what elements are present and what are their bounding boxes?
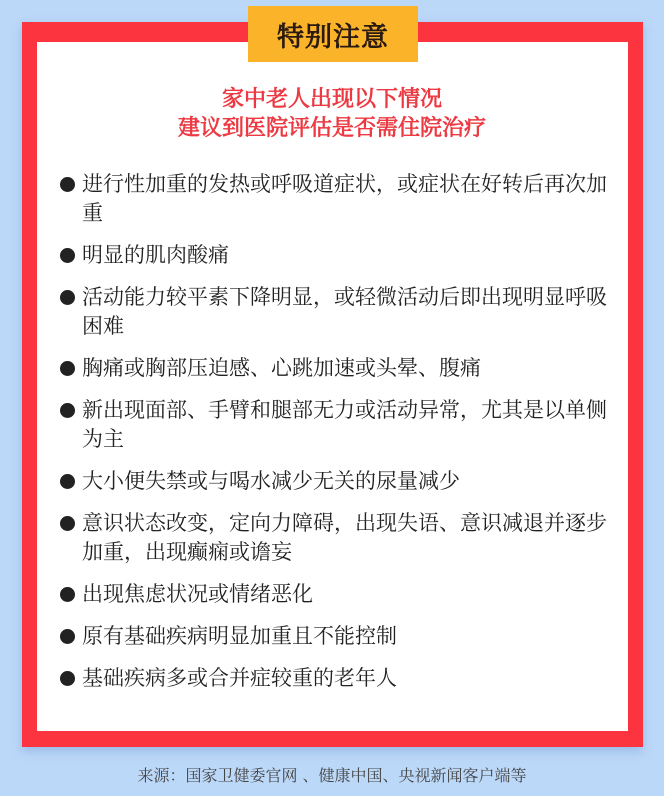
item-text: 出现焦虑状况或情绪恶化: [82, 582, 313, 606]
item-text: 大小便失禁或与喝水减少无关的尿量减少: [82, 469, 460, 493]
list-item: [58, 241, 618, 270]
list-item: [58, 283, 618, 341]
list-item: [58, 664, 618, 693]
bullet-icon: [60, 516, 75, 531]
bullet-icon: [60, 361, 75, 376]
item-text: 原有基础疾病明显加重且不能控制: [82, 624, 397, 648]
list-item: [58, 509, 618, 567]
item-text: 基础疾病多或合并症较重的老年人: [82, 666, 397, 690]
heading-line-2: 建议到医院评估是否需住院治疗: [177, 116, 486, 141]
bullet-icon: [60, 474, 75, 489]
bullet-icon: [60, 587, 75, 602]
bullet-icon: [60, 248, 75, 263]
item-text: 新出现面部、手臂和腿部无力或活动异常，尤其是以单侧为主: [82, 398, 607, 451]
item-text: 明显的肌肉酸痛: [82, 243, 229, 267]
item-text: 胸痛或胸部压迫感、心跳加速或头晕、腹痛: [82, 356, 481, 380]
item-text: 意识状态改变，定向力障碍，出现失语、意识减退并逐步加重，出现癫痫或谵妄: [82, 511, 607, 564]
source-footer: 来源：国家卫健委官网 、健康中国、央视新闻客户端等: [137, 766, 527, 785]
bullet-icon: [60, 403, 75, 418]
bullet-icon: [60, 177, 75, 192]
item-text: 活动能力较平素下降明显，或轻微活动后即出现明显呼吸困难: [82, 285, 607, 338]
item-text: 进行性加重的发热或呼吸道症状，或症状在好转后再次加重: [82, 172, 607, 225]
list-item: [58, 622, 618, 651]
bullet-icon: [60, 290, 75, 305]
bullet-icon: [60, 671, 75, 686]
notice-badge: 特别注意: [248, 6, 418, 62]
list-item: [58, 580, 618, 609]
bullet-icon: [60, 629, 75, 644]
heading-line-1: 家中老人出现以下情况: [221, 87, 442, 112]
symptom-list: [58, 170, 618, 706]
list-item: [58, 354, 618, 383]
list-item: [58, 396, 618, 454]
list-item: [58, 467, 618, 496]
list-item: [58, 170, 618, 228]
